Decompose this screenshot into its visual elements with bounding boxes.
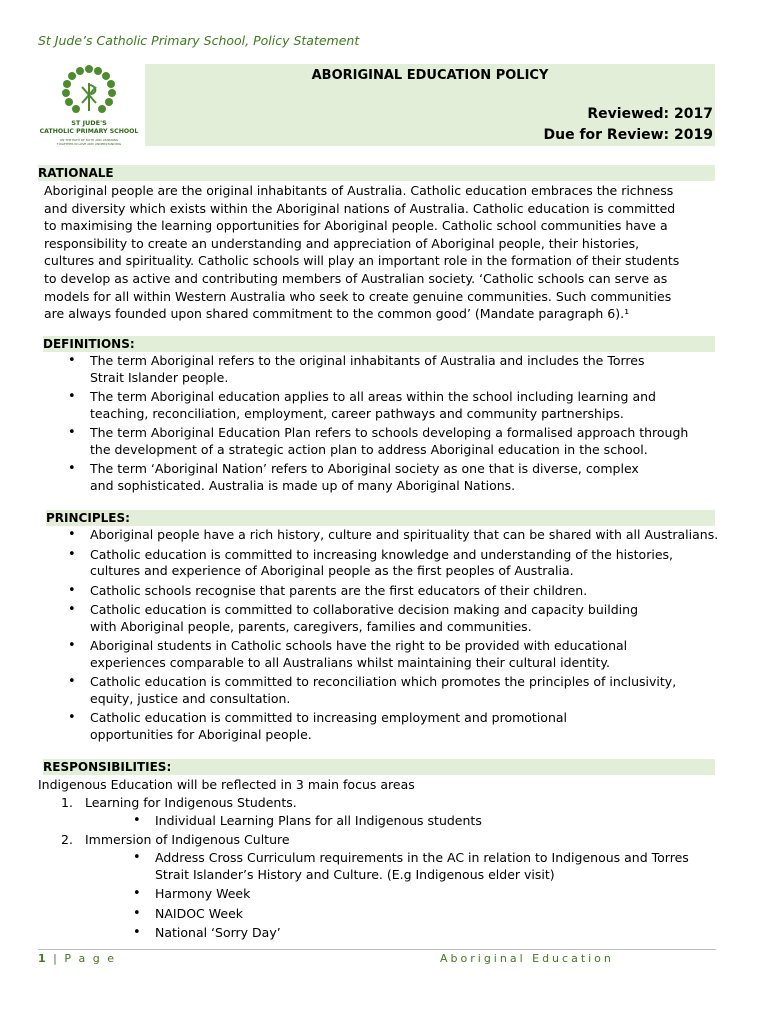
list-item: • Catholic education is committed to increasing employment and promotional opportunities for Aboriginal people. <box>68 710 567 742</box>
list-item: • National ‘Sorry Day’ <box>133 925 281 940</box>
paragraph-line: to develop as active and contributing members of Australian society. ‘Catholic schools can serve as <box>44 270 668 286</box>
bullet-icon: • <box>133 905 141 921</box>
svg-text:CATHOLIC PRIMARY SCHOOL: CATHOLIC PRIMARY SCHOOL <box>39 128 139 135</box>
svg-text:ST JUDE'S: ST JUDE'S <box>71 119 107 127</box>
paragraph-line: Aboriginal people are the original inhabitants of Australia. Catholic education embraces the richness <box>44 183 674 198</box>
paragraph-line: cultures and spirituality. Catholic schools will play an important role in the formation of their students <box>44 253 680 269</box>
due-for-review-date: Due for Review: 2019 <box>543 127 713 143</box>
list-item: • NAIDOC Week <box>133 905 244 921</box>
definitions-list <box>68 353 689 494</box>
reviewed-date: Reviewed: 2017 <box>587 106 713 122</box>
bullet-icon: • <box>133 886 141 901</box>
list-item: • Catholic education is committed to increasing knowledge and understanding of the histories, cultures and experience of Aboriginal people as the first peoples of Australia. <box>68 546 673 578</box>
focus-number: 1. <box>61 795 73 810</box>
rationale-paragraph <box>44 182 694 323</box>
bullet-icon: • <box>68 638 76 653</box>
bullet-icon: • <box>68 425 76 440</box>
paragraph-line: and diversity which exists within the Aboriginal nations of Australia. Catholic education is committed <box>44 200 676 216</box>
list-item: • Individual Learning Plans for all Indigenous students <box>133 813 482 828</box>
bullet-icon: • <box>133 850 141 865</box>
policy-title: ABORIGINAL EDUCATION POLICY <box>311 68 549 83</box>
page-number: 1 | P a g e <box>38 952 116 965</box>
section-heading-responsibilities: RESPONSIBILITIES: <box>43 759 715 775</box>
bullet-icon: • <box>68 389 76 404</box>
paragraph-line: models for all within Western Australia who seek to create genuine communities. Such communities <box>44 288 672 304</box>
principles-list <box>68 527 719 743</box>
tree-crest-icon <box>36 63 142 151</box>
bullet-icon: • <box>68 353 76 368</box>
paragraph-line: to maximising the learning opportunities for Aboriginal people. Catholic school communities have a <box>44 218 668 234</box>
svg-text:ON THE PATH OF FAITH AND LEARN: ON THE PATH OF FAITH AND LEARNING <box>59 138 119 142</box>
list-item: • Catholic schools recognise that parents are the first educators of their children. <box>68 582 588 598</box>
list-item: • Address Cross Curriculum requirements in the AC in relation to Indigenous and Torres Strait Islander’s History and Culture. (E.g Indigenous elder visit) <box>133 850 689 882</box>
focus-area-label: Immersion of Indigenous Culture <box>85 832 290 847</box>
paragraph-line: responsibility to create an understanding and appreciation of Aboriginal people, their histories, <box>44 235 640 251</box>
bullet-icon: • <box>68 546 76 562</box>
list-item: • Harmony Week <box>133 886 251 901</box>
bullet-icon: • <box>133 925 141 940</box>
focus1-bullets <box>133 813 482 830</box>
list-item: • Catholic education is committed to collaborative decision making and capacity building with Aboriginal people, parents, caregivers, families and communities. <box>68 602 638 634</box>
bullet-icon: • <box>68 527 76 542</box>
bullet-icon: • <box>68 461 76 476</box>
bullet-icon: • <box>68 602 76 617</box>
focus-area-label: Learning for Indigenous Students. <box>85 795 297 810</box>
title-block <box>145 64 715 146</box>
school-logo <box>36 63 142 151</box>
footer-title: Aboriginal Education <box>440 952 614 965</box>
list-item: • Aboriginal people have a rich history, culture and spirituality that can be shared with all Australians. <box>68 527 719 542</box>
bullet-icon: • <box>68 674 76 689</box>
paragraph-line: are always founded upon shared commitment to the common good’ (Mandate paragraph 6).¹ <box>44 306 630 322</box>
list-item: • The term ‘Aboriginal Nation’ refers to Aboriginal society as one that is diverse, complex and sophisticated. Australia is made up of many Aboriginal Nations. <box>68 461 639 493</box>
list-item: • Catholic education is committed to reconciliation which promotes the principles of inclusivity, equity, justice and consultation. <box>68 674 677 706</box>
bullet-icon: • <box>133 813 141 828</box>
responsibilities-intro: Indigenous Education will be reflected in 3 main focus areas <box>38 777 415 792</box>
section-heading-principles: PRINCIPLES: <box>46 510 715 526</box>
list-item: • The term Aboriginal education applies to all areas within the school including learning and teaching, reconciliation, employment, career pathways and community partnerships. <box>68 389 656 421</box>
document-header: St Jude’s Catholic Primary School, Policy Statement <box>38 33 360 48</box>
section-heading-definitions: DEFINITIONS: <box>43 336 715 352</box>
bullet-icon: • <box>68 582 76 598</box>
list-item: • Aboriginal students in Catholic schools have the right to be provided with educational experiences comparable to all Australians whilst maintaining their cultural identity. <box>68 638 628 670</box>
list-item: • The term Aboriginal refers to the original inhabitants of Australia and includes the Torres Strait Islander people. <box>68 353 645 385</box>
svg-text:TOGETHER IN LOVE AND UNDERSTAN: TOGETHER IN LOVE AND UNDERSTANDING <box>56 142 122 146</box>
footer-divider <box>38 949 716 950</box>
section-heading-rationale: RATIONALE <box>38 165 715 181</box>
bullet-icon: • <box>68 710 76 725</box>
list-item: • The term Aboriginal Education Plan refers to schools developing a formalised approach through the development of a strategic action plan to address Aboriginal education in the school. <box>68 425 689 457</box>
focus-number: 2. <box>61 832 73 847</box>
focus2-bullets <box>133 850 689 942</box>
